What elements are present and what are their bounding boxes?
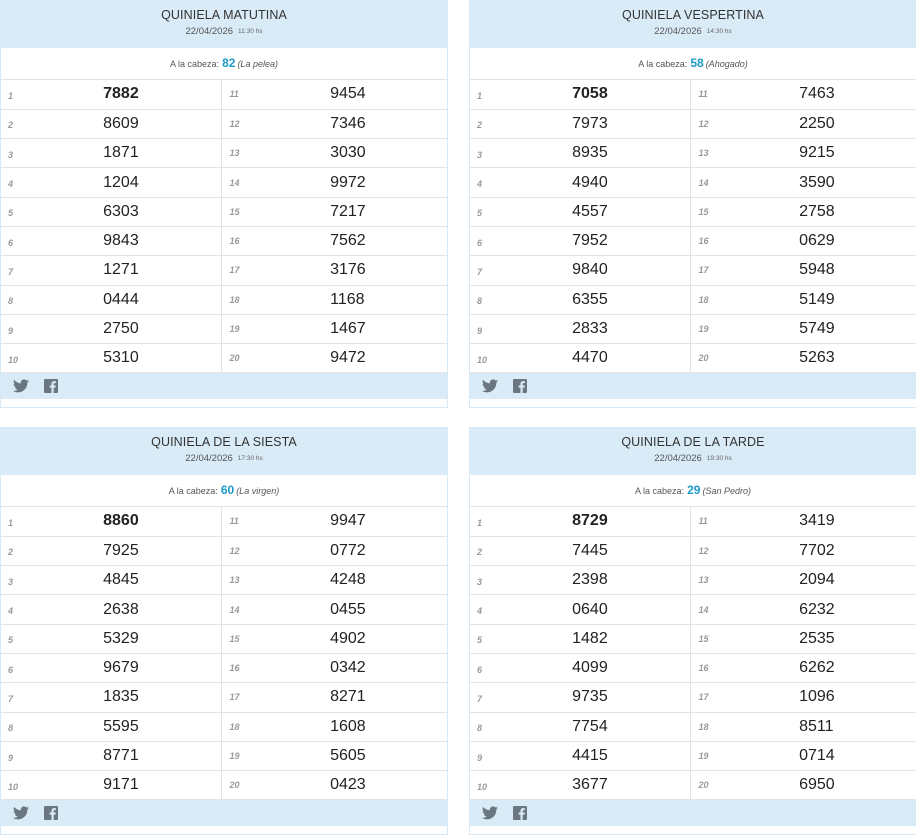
- result-number: 8729: [500, 507, 691, 536]
- result-number: 5263: [725, 344, 916, 373]
- result-number: 9679: [31, 653, 222, 682]
- result-number: 7925: [31, 536, 222, 565]
- results-body: [1, 507, 447, 800]
- position-label: 3: [1, 566, 31, 595]
- facebook-icon[interactable]: [43, 806, 59, 820]
- panel-date: 22/04/2026: [654, 26, 702, 37]
- result-number: 7882: [31, 80, 222, 109]
- position-label: 12: [222, 536, 256, 565]
- table-row: [1, 712, 447, 741]
- cabeza-number: 58: [690, 56, 704, 70]
- table-row: [470, 683, 916, 712]
- table-row: [470, 536, 916, 565]
- result-number: 0772: [256, 536, 447, 565]
- panel-header: [1, 428, 447, 475]
- panel-header: [470, 1, 916, 48]
- cabeza-label: A la cabeza:: [170, 59, 220, 69]
- result-number: 1871: [31, 139, 222, 168]
- position-label: 20: [222, 771, 256, 800]
- position-label: 1: [470, 80, 500, 109]
- facebook-icon[interactable]: [512, 379, 528, 393]
- share-bar: [1, 800, 447, 826]
- table-row: [470, 595, 916, 624]
- table-row: [1, 109, 447, 138]
- position-label: 7: [470, 256, 500, 285]
- table-row: [1, 226, 447, 255]
- position-label: 11: [222, 507, 256, 536]
- panel-title: QUINIELA MATUTINA: [161, 8, 287, 22]
- result-number: 6262: [725, 653, 916, 682]
- result-number: 0342: [256, 653, 447, 682]
- cabeza-meaning: (La virgen): [236, 486, 280, 496]
- position-label: 19: [691, 741, 725, 770]
- result-number: 3176: [256, 256, 447, 285]
- results-body: [470, 80, 916, 373]
- position-label: 7: [470, 683, 500, 712]
- result-number: 1096: [725, 683, 916, 712]
- position-label: 4: [470, 595, 500, 624]
- panel-date-line: [1, 453, 447, 465]
- position-label: 15: [691, 197, 725, 226]
- result-number: 7702: [725, 536, 916, 565]
- position-label: 9: [470, 314, 500, 343]
- result-number: 8609: [31, 109, 222, 138]
- position-label: 19: [222, 741, 256, 770]
- position-label: 17: [222, 256, 256, 285]
- table-row: [470, 197, 916, 226]
- position-label: 18: [691, 712, 725, 741]
- result-number: 2758: [725, 197, 916, 226]
- position-label: 3: [1, 139, 31, 168]
- position-label: 12: [691, 109, 725, 138]
- quiniela-panel-1: [0, 0, 448, 408]
- table-row: [1, 314, 447, 343]
- cabeza-row: [470, 48, 916, 80]
- panel-title: QUINIELA VESPERTINA: [622, 8, 764, 22]
- result-number: 4902: [256, 624, 447, 653]
- table-row: [470, 741, 916, 770]
- position-label: 16: [222, 226, 256, 255]
- share-bar: [1, 373, 447, 399]
- position-label: 2: [1, 109, 31, 138]
- result-number: 3677: [500, 771, 691, 800]
- position-label: 10: [1, 344, 31, 373]
- panel-date: 22/04/2026: [185, 453, 233, 464]
- table-row: [470, 80, 916, 109]
- result-number: 9215: [725, 139, 916, 168]
- position-label: 6: [470, 226, 500, 255]
- position-label: 20: [222, 344, 256, 373]
- position-label: 11: [691, 507, 725, 536]
- position-label: 10: [1, 771, 31, 800]
- position-label: 13: [691, 566, 725, 595]
- panel-date-line: [470, 26, 916, 38]
- result-number: 8511: [725, 712, 916, 741]
- position-label: 20: [691, 771, 725, 800]
- cabeza-label: A la cabeza:: [638, 59, 688, 69]
- position-label: 2: [470, 109, 500, 138]
- cabeza-row: [1, 475, 447, 507]
- share-bar: [470, 800, 916, 826]
- result-number: 4415: [500, 741, 691, 770]
- position-label: 4: [470, 168, 500, 197]
- position-label: 13: [691, 139, 725, 168]
- table-row: [470, 314, 916, 343]
- result-number: 7445: [500, 536, 691, 565]
- result-number: 8271: [256, 683, 447, 712]
- position-label: 1: [1, 80, 31, 109]
- cabeza-label: A la cabeza:: [635, 486, 685, 496]
- twitter-icon[interactable]: [482, 806, 498, 820]
- result-number: 6232: [725, 595, 916, 624]
- result-number: 9472: [256, 344, 447, 373]
- position-label: 6: [1, 226, 31, 255]
- position-label: 18: [222, 712, 256, 741]
- result-number: 4845: [31, 566, 222, 595]
- table-row: [470, 653, 916, 682]
- panel-time: 14:30 hs: [706, 28, 732, 35]
- result-number: 5605: [256, 741, 447, 770]
- result-number: 8771: [31, 741, 222, 770]
- position-label: 13: [222, 566, 256, 595]
- position-label: 13: [222, 139, 256, 168]
- cabeza-meaning: (San Pedro): [702, 486, 751, 496]
- result-number: 6355: [500, 285, 691, 314]
- position-label: 8: [1, 712, 31, 741]
- position-label: 3: [470, 566, 500, 595]
- result-number: 4940: [500, 168, 691, 197]
- table-row: [470, 771, 916, 800]
- position-label: 4: [1, 168, 31, 197]
- table-row: [470, 139, 916, 168]
- position-label: 4: [1, 595, 31, 624]
- results-table: [470, 507, 916, 800]
- result-number: 4099: [500, 653, 691, 682]
- result-number: 1482: [500, 624, 691, 653]
- result-number: 0444: [31, 285, 222, 314]
- result-number: 7058: [500, 80, 691, 109]
- position-label: 11: [222, 80, 256, 109]
- table-row: [1, 344, 447, 373]
- result-number: 3590: [725, 168, 916, 197]
- table-row: [1, 683, 447, 712]
- facebook-icon[interactable]: [43, 379, 59, 393]
- result-number: 9972: [256, 168, 447, 197]
- result-number: 9454: [256, 80, 447, 109]
- position-label: 5: [470, 197, 500, 226]
- results-table: [1, 507, 447, 800]
- position-label: 17: [691, 683, 725, 712]
- result-number: 1835: [31, 683, 222, 712]
- position-label: 19: [691, 314, 725, 343]
- table-row: [470, 712, 916, 741]
- result-number: 2398: [500, 566, 691, 595]
- cabeza-row: [1, 48, 447, 80]
- result-number: 4248: [256, 566, 447, 595]
- result-number: 2535: [725, 624, 916, 653]
- position-label: 10: [470, 771, 500, 800]
- result-number: 7973: [500, 109, 691, 138]
- results-body: [470, 507, 916, 800]
- result-number: 2750: [31, 314, 222, 343]
- result-number: 9843: [31, 226, 222, 255]
- position-label: 15: [222, 624, 256, 653]
- table-row: [470, 507, 916, 536]
- position-label: 5: [1, 197, 31, 226]
- position-label: 16: [691, 653, 725, 682]
- panel-time: 11:30 hs: [238, 28, 263, 35]
- position-label: 3: [470, 139, 500, 168]
- position-label: 2: [470, 536, 500, 565]
- result-number: 4557: [500, 197, 691, 226]
- result-number: 0629: [725, 226, 916, 255]
- result-number: 1271: [31, 256, 222, 285]
- result-number: 5310: [31, 344, 222, 373]
- result-number: 9947: [256, 507, 447, 536]
- panel-date: 22/04/2026: [185, 26, 234, 37]
- table-row: [470, 624, 916, 653]
- cabeza-label: A la cabeza:: [168, 486, 218, 496]
- position-label: 5: [1, 624, 31, 653]
- result-number: 9171: [31, 771, 222, 800]
- result-number: 3419: [725, 507, 916, 536]
- panel-title: QUINIELA DE LA SIESTA: [151, 435, 297, 449]
- table-row: [1, 256, 447, 285]
- position-label: 8: [470, 712, 500, 741]
- panel-header: [470, 428, 916, 475]
- result-number: 7346: [256, 109, 447, 138]
- table-row: [470, 285, 916, 314]
- result-number: 2638: [31, 595, 222, 624]
- position-label: 19: [222, 314, 256, 343]
- result-number: 0423: [256, 771, 447, 800]
- position-label: 10: [470, 344, 500, 373]
- result-number: 1608: [256, 712, 447, 741]
- position-label: 1: [470, 507, 500, 536]
- results-table: [1, 80, 447, 373]
- result-number: 6950: [725, 771, 916, 800]
- position-label: 14: [222, 168, 256, 197]
- position-label: 8: [1, 285, 31, 314]
- panel-time: 19:30 hs: [706, 455, 732, 462]
- result-number: 9840: [500, 256, 691, 285]
- position-label: 14: [222, 595, 256, 624]
- table-row: [1, 507, 447, 536]
- position-label: 18: [222, 285, 256, 314]
- panel-title: QUINIELA DE LA TARDE: [621, 435, 765, 449]
- table-row: [470, 226, 916, 255]
- result-number: 1168: [256, 285, 447, 314]
- cabeza-meaning: (La pelea): [237, 59, 278, 69]
- result-number: 3030: [256, 139, 447, 168]
- result-number: 7217: [256, 197, 447, 226]
- table-row: [1, 566, 447, 595]
- share-bar: [470, 373, 916, 399]
- table-row: [1, 80, 447, 109]
- results-table: [470, 80, 916, 373]
- position-label: 1: [1, 507, 31, 536]
- position-label: 12: [691, 536, 725, 565]
- panel-date-line: [1, 26, 447, 38]
- result-number: 9735: [500, 683, 691, 712]
- position-label: 9: [1, 314, 31, 343]
- table-row: [470, 256, 916, 285]
- cabeza-number: 60: [220, 483, 235, 497]
- result-number: 0640: [500, 595, 691, 624]
- result-number: 5329: [31, 624, 222, 653]
- position-label: 17: [691, 256, 725, 285]
- panel-date-line: [470, 453, 916, 465]
- position-label: 6: [470, 653, 500, 682]
- result-number: 8935: [500, 139, 691, 168]
- result-number: 7562: [256, 226, 447, 255]
- position-label: 18: [691, 285, 725, 314]
- cabeza-row: [470, 475, 916, 507]
- table-row: [1, 595, 447, 624]
- twitter-icon[interactable]: [482, 379, 498, 393]
- position-label: 17: [222, 683, 256, 712]
- cabeza-number: 29: [687, 483, 701, 497]
- result-number: 6303: [31, 197, 222, 226]
- table-row: [1, 624, 447, 653]
- result-number: 5749: [725, 314, 916, 343]
- result-number: 1204: [31, 168, 222, 197]
- position-label: 15: [691, 624, 725, 653]
- table-row: [1, 139, 447, 168]
- position-label: 9: [470, 741, 500, 770]
- position-label: 12: [222, 109, 256, 138]
- twitter-icon[interactable]: [13, 806, 29, 820]
- position-label: 16: [691, 226, 725, 255]
- quiniela-panel-3: [0, 427, 448, 835]
- result-number: 0714: [725, 741, 916, 770]
- table-row: [1, 741, 447, 770]
- cabeza-number: 82: [222, 56, 236, 70]
- table-row: [1, 771, 447, 800]
- position-label: 2: [1, 536, 31, 565]
- table-row: [1, 653, 447, 682]
- result-number: 5595: [31, 712, 222, 741]
- table-row: [470, 168, 916, 197]
- table-row: [470, 109, 916, 138]
- result-number: 8860: [31, 507, 222, 536]
- cabeza-meaning: (Ahogado): [705, 59, 748, 69]
- position-label: 8: [470, 285, 500, 314]
- position-label: 7: [1, 683, 31, 712]
- table-row: [1, 168, 447, 197]
- table-row: [1, 536, 447, 565]
- result-number: 1467: [256, 314, 447, 343]
- result-number: 4470: [500, 344, 691, 373]
- position-label: 9: [1, 741, 31, 770]
- position-label: 14: [691, 595, 725, 624]
- table-row: [1, 197, 447, 226]
- results-body: [1, 80, 447, 373]
- result-number: 5149: [725, 285, 916, 314]
- twitter-icon[interactable]: [13, 379, 29, 393]
- position-label: 15: [222, 197, 256, 226]
- quiniela-panel-4: [469, 427, 916, 835]
- panel-time: 17:30 hs: [237, 455, 263, 462]
- quiniela-panel-2: [469, 0, 916, 408]
- position-label: 16: [222, 653, 256, 682]
- result-number: 2094: [725, 566, 916, 595]
- result-number: 0455: [256, 595, 447, 624]
- position-label: 20: [691, 344, 725, 373]
- panel-date: 22/04/2026: [654, 453, 702, 464]
- table-row: [1, 285, 447, 314]
- position-label: 6: [1, 653, 31, 682]
- result-number: 7952: [500, 226, 691, 255]
- position-label: 11: [691, 80, 725, 109]
- result-number: 2250: [725, 109, 916, 138]
- facebook-icon[interactable]: [512, 806, 528, 820]
- table-row: [470, 344, 916, 373]
- result-number: 7754: [500, 712, 691, 741]
- result-number: 2833: [500, 314, 691, 343]
- position-label: 7: [1, 256, 31, 285]
- result-number: 5948: [725, 256, 916, 285]
- result-number: 7463: [725, 80, 916, 109]
- panel-header: [1, 1, 447, 48]
- position-label: 14: [691, 168, 725, 197]
- position-label: 5: [470, 624, 500, 653]
- table-row: [470, 566, 916, 595]
